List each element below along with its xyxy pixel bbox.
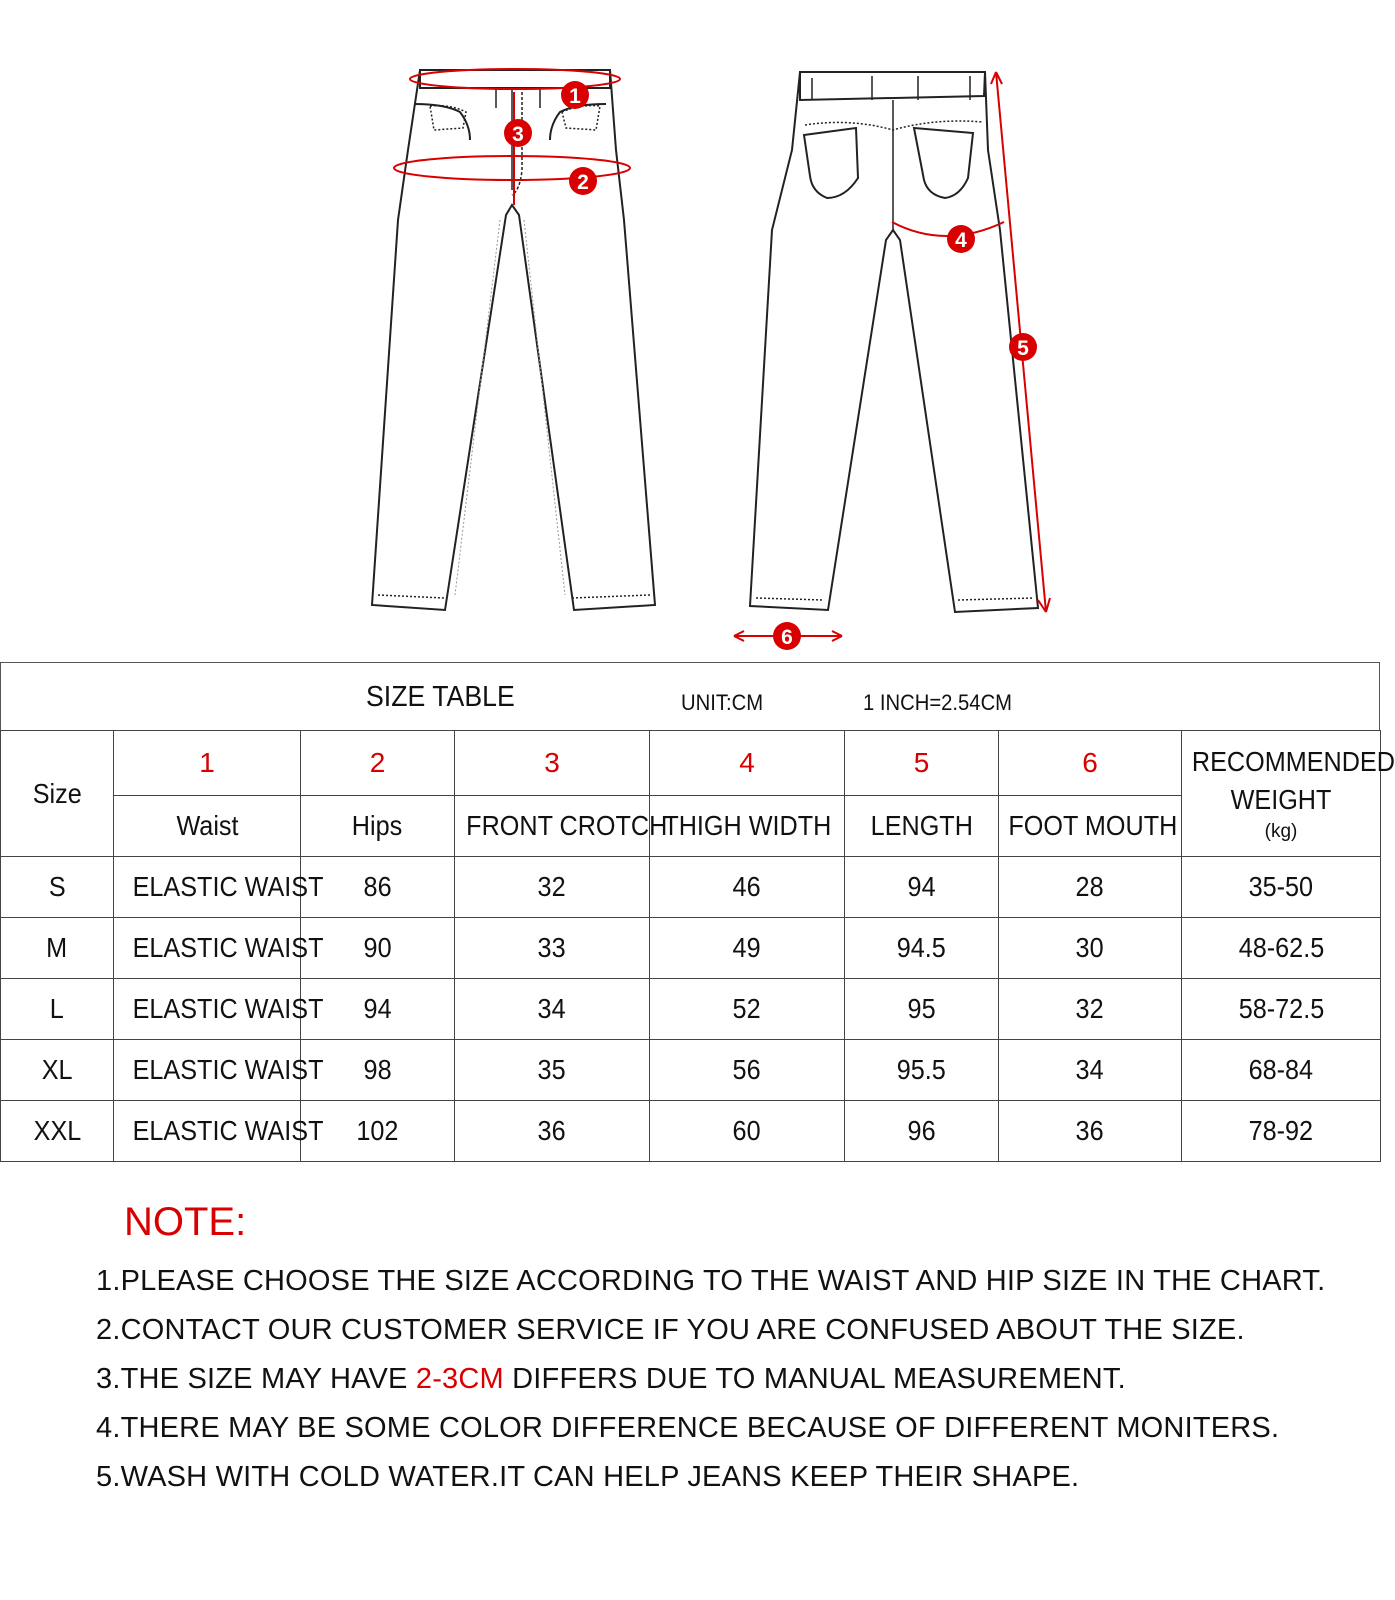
marker-1 xyxy=(561,81,589,109)
svg-text:1: 1 xyxy=(569,85,581,108)
cell-front-crotch: 36 xyxy=(455,1101,650,1162)
table-row xyxy=(1,857,1381,918)
cell-length: 96 xyxy=(845,1101,999,1162)
cell-waist: ELASTIC WAIST xyxy=(114,1040,301,1101)
cell-hips: 102 xyxy=(301,1101,455,1162)
cell-waist: ELASTIC WAIST xyxy=(114,918,301,979)
cell-thigh-width: 60 xyxy=(650,1101,845,1162)
cell-weight: 68-84 xyxy=(1182,1040,1381,1101)
inch-conversion: 1 INCH=2.54CM xyxy=(863,690,1013,715)
cell-hips: 86 xyxy=(301,857,455,918)
svg-text:2: 2 xyxy=(577,171,589,194)
col-label-hips: Hips xyxy=(301,796,455,857)
col-label-foot-mouth: FOOT MOUTH xyxy=(999,796,1182,857)
note-item-2: 2.CONTACT OUR CUSTOMER SERVICE IF YOU ARE CONFUSED ABOUT THE SIZE. xyxy=(96,1314,1245,1346)
note-item-3: 3.THE SIZE MAY HAVE 2-3CM DIFFERS DUE TO MANUAL MEASUREMENT. xyxy=(96,1363,1126,1395)
note-highlight: 2-3CM xyxy=(415,1363,504,1395)
cell-size: S xyxy=(1,857,114,918)
cell-waist: ELASTIC WAIST xyxy=(114,1101,301,1162)
back-measure-lines xyxy=(734,72,1050,641)
marker-2 xyxy=(569,167,597,195)
cell-foot-mouth: 28 xyxy=(999,857,1182,918)
size-table-title: SIZE TABLE xyxy=(366,681,515,713)
col-num-2: 2 xyxy=(301,731,455,796)
cell-front-crotch: 34 xyxy=(455,979,650,1040)
cell-hips: 90 xyxy=(301,918,455,979)
cell-waist: ELASTIC WAIST xyxy=(114,979,301,1040)
size-table xyxy=(0,730,1395,1162)
jeans-measurement-diagram xyxy=(0,0,1380,660)
table-row xyxy=(1,918,1381,979)
cell-weight: 48-62.5 xyxy=(1182,918,1381,979)
cell-foot-mouth: 30 xyxy=(999,918,1182,979)
col-num-5: 5 xyxy=(845,731,999,796)
cell-length: 95 xyxy=(845,979,999,1040)
cell-weight: 35-50 xyxy=(1182,857,1381,918)
recommended-weight-header: RECOMMENDED WEIGHT (kg) xyxy=(1182,731,1381,857)
col-label-length: LENGTH xyxy=(845,796,999,857)
cell-thigh-width: 46 xyxy=(650,857,845,918)
cell-hips: 94 xyxy=(301,979,455,1040)
notes-title: NOTE: xyxy=(124,1200,247,1244)
cell-foot-mouth: 34 xyxy=(999,1040,1182,1101)
cell-thigh-width: 52 xyxy=(650,979,845,1040)
cell-front-crotch: 35 xyxy=(455,1040,650,1101)
cell-front-crotch: 33 xyxy=(455,918,650,979)
cell-weight: 78-92 xyxy=(1182,1101,1381,1162)
cell-foot-mouth: 36 xyxy=(999,1101,1182,1162)
cell-size: L xyxy=(1,979,114,1040)
note-item-1: 1.PLEASE CHOOSE THE SIZE ACCORDING TO THE WAIST AND HIP SIZE IN THE CHART. xyxy=(96,1265,1326,1297)
table-row xyxy=(1,979,1381,1040)
svg-text:5: 5 xyxy=(1017,337,1029,360)
marker-5 xyxy=(1009,333,1037,361)
svg-text:4: 4 xyxy=(955,229,967,252)
cell-waist: ELASTIC WAIST xyxy=(114,857,301,918)
cell-front-crotch: 32 xyxy=(455,857,650,918)
table-row xyxy=(1,1101,1381,1162)
cell-size: M xyxy=(1,918,114,979)
cell-foot-mouth: 32 xyxy=(999,979,1182,1040)
marker-6 xyxy=(773,622,801,650)
table-row xyxy=(1,1040,1381,1101)
cell-thigh-width: 49 xyxy=(650,918,845,979)
jeans-back-illustration xyxy=(750,72,1038,612)
cell-length: 95.5 xyxy=(845,1040,999,1101)
cell-hips: 98 xyxy=(301,1040,455,1101)
col-label-thigh-width: THIGH WIDTH xyxy=(650,796,845,857)
col-num-3: 3 xyxy=(455,731,650,796)
cell-weight: 58-72.5 xyxy=(1182,979,1381,1040)
cell-length: 94 xyxy=(845,857,999,918)
col-num-1: 1 xyxy=(114,731,301,796)
size-table-header xyxy=(0,662,1380,730)
cell-thigh-width: 56 xyxy=(650,1040,845,1101)
col-label-front-crotch: FRONT CROTCH xyxy=(455,796,650,857)
notes-section xyxy=(96,1200,1376,1502)
col-num-4: 4 xyxy=(650,731,845,796)
cell-size: XL xyxy=(1,1040,114,1101)
cell-size: XXL xyxy=(1,1101,114,1162)
note-item-4: 4.THERE MAY BE SOME COLOR DIFFERENCE BECAUSE OF DIFFERENT MONITERS. xyxy=(96,1412,1280,1444)
svg-text:6: 6 xyxy=(781,626,793,649)
col-num-6: 6 xyxy=(999,731,1182,796)
unit-label: UNIT:CM xyxy=(681,690,764,715)
cell-length: 94.5 xyxy=(845,918,999,979)
marker-4 xyxy=(947,225,975,253)
svg-text:3: 3 xyxy=(512,123,524,146)
size-column-header: Size xyxy=(1,731,114,857)
col-label-waist: Waist xyxy=(114,796,301,857)
marker-3 xyxy=(504,119,532,147)
note-item-5: 5.WASH WITH COLD WATER.IT CAN HELP JEANS KEEP THEIR SHAPE. xyxy=(96,1461,1080,1493)
